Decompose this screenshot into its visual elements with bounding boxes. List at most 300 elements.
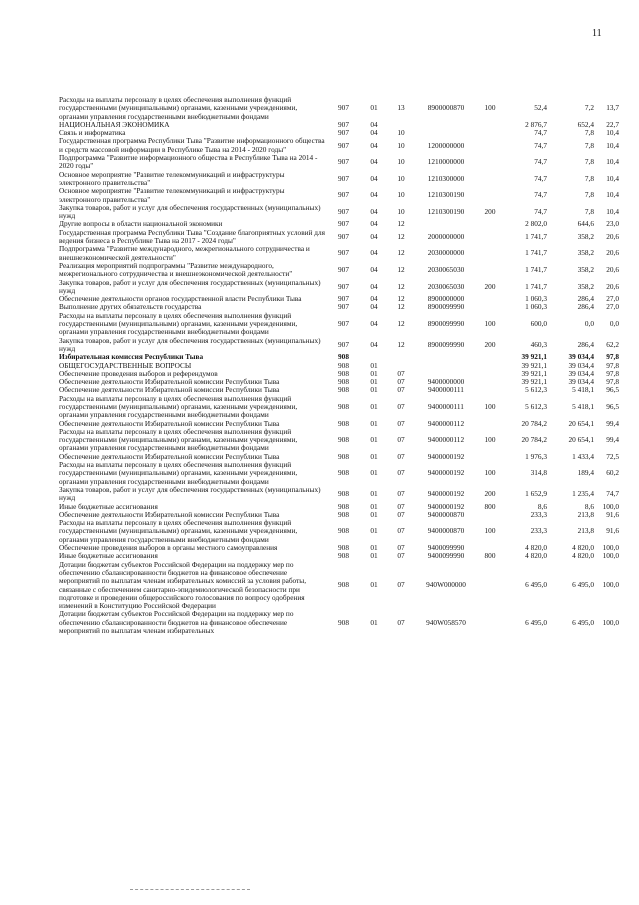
- row-expense-type-code: [478, 262, 502, 279]
- table-row: [59, 337, 619, 354]
- row-executed-amount: 7,8: [584, 207, 594, 216]
- row-target-article-code: 9400000000: [427, 377, 465, 387]
- row-target-article-code: 2030065030: [427, 265, 465, 275]
- row-target-article-code: 9400000192: [427, 468, 465, 478]
- row-executed-amount: 4 820,0: [572, 543, 594, 553]
- row-planned-amount: 6 495,0: [525, 617, 547, 627]
- row-section-code: 04: [370, 248, 378, 258]
- row-planned-amount: 74,7: [534, 207, 547, 216]
- row-execution-percent: 10,4: [606, 207, 619, 216]
- row-ved-code: 908: [338, 385, 349, 395]
- row-planned-amount: 1 060,3: [525, 302, 547, 312]
- row-execution-percent: 91,6: [606, 526, 619, 536]
- row-expense-type-code: 100: [484, 103, 496, 113]
- row-execution-percent: 27,0: [606, 294, 619, 304]
- row-target-article-code: 8900000870: [427, 103, 465, 113]
- row-name: Обеспечение деятельности Избирательной комиссии Республики Тыва: [59, 509, 280, 519]
- row-section-code: 04: [370, 281, 378, 291]
- row-name: Закупка товаров, работ и услуг для обеспечения государственных (муниципальных) нужд: [59, 484, 321, 503]
- row-ved-code: 908: [338, 377, 349, 387]
- row-subsection-code: 07: [397, 368, 405, 378]
- row-ved-code: 908: [338, 418, 349, 428]
- row-subsection-code: 07: [397, 451, 405, 461]
- row-execution-percent: 10,4: [606, 173, 619, 183]
- row-expense-type-code: [478, 370, 502, 378]
- row-execution-percent: 100,0: [602, 617, 619, 627]
- table-row: [59, 245, 619, 262]
- row-planned-amount: 233,3: [530, 509, 547, 519]
- row-section-code: 01: [370, 489, 378, 499]
- row-target-article-code: [414, 121, 478, 129]
- row-name: Дотации бюджетам субъектов Российской Федерации на поддержку мер по обеспечению сбалансированности бюджетов на финансовое обеспечение мероприятий по выплатам членам избирательных комиссий за условия работы, связанные с обеспечением санитарно-эпидемиологической безопасности при подготовке и проведении общероссийского голосования по вопросу одобрения изменений в Конституцию Российской Федерации: [59, 559, 307, 611]
- row-expense-type-code: [478, 121, 502, 129]
- row-subsection-code: 07: [397, 551, 405, 561]
- row-executed-amount: 7,8: [584, 140, 594, 150]
- row-name: Основное мероприятие "Развитие телекоммуникаций и инфраструктуры электронного правительства": [59, 186, 285, 204]
- row-section-code: 01: [370, 368, 378, 378]
- row-section-code: 01: [370, 501, 378, 511]
- row-execution-percent: 100,0: [602, 501, 619, 511]
- row-section-code: 04: [370, 173, 378, 183]
- row-executed-amount: 286,4: [577, 339, 594, 349]
- row-name: Расходы на выплаты персоналу в целях обеспечения выполнения функций государственными (муниципальными) органами, казенными учреждениями, органами управления государственными внебюджетными фондами: [59, 426, 298, 453]
- row-target-article-code: 940W000000: [426, 580, 466, 590]
- row-expense-type-code: [478, 220, 502, 228]
- row-target-article-code: [414, 220, 478, 228]
- row-planned-amount: 460,3: [530, 339, 547, 349]
- row-execution-percent: 97,8: [606, 377, 619, 387]
- table-row: [59, 395, 619, 420]
- row-target-article-code: 8900000000: [427, 294, 465, 304]
- row-section-code: 04: [370, 190, 378, 200]
- row-section-code: 01: [370, 451, 378, 461]
- table-row: [59, 461, 619, 486]
- row-target-article-code: 8900099990: [427, 302, 465, 312]
- row-ved-code: 907: [338, 190, 349, 200]
- row-subsection-code: 12: [397, 248, 405, 258]
- row-executed-amount: 358,2: [577, 248, 594, 258]
- row-execution-percent: 20,6: [606, 265, 619, 275]
- row-subsection-code: 10: [397, 173, 405, 183]
- row-section-code: 04: [370, 265, 378, 275]
- row-executed-amount: 358,2: [577, 265, 594, 275]
- row-execution-percent: 27,0: [606, 302, 619, 312]
- row-expense-type-code: 200: [484, 207, 496, 216]
- row-expense-type-code: [478, 187, 502, 204]
- row-executed-amount: 7,8: [584, 190, 594, 200]
- row-target-article-code: 9400000870: [427, 526, 465, 536]
- row-target-article-code: 9400000111: [428, 401, 464, 411]
- row-section-code: 04: [370, 231, 378, 241]
- row-executed-amount: 5 418,1: [572, 385, 594, 395]
- row-expense-type-code: [478, 154, 502, 171]
- row-ved-code: 907: [338, 119, 349, 129]
- row-execution-percent: 72,5: [606, 451, 619, 461]
- row-ved-code: 907: [338, 103, 349, 113]
- row-subsection-code: 12: [397, 219, 405, 229]
- row-execution-percent: 13,7: [606, 103, 619, 113]
- row-planned-amount: 1 652,9: [525, 489, 547, 499]
- row-expense-type-code: [478, 353, 502, 361]
- row-execution-percent: 100,0: [602, 543, 619, 553]
- row-planned-amount: 74,7: [534, 190, 547, 200]
- table-row: [59, 154, 619, 171]
- row-execution-percent: 91,6: [606, 509, 619, 519]
- row-subsection-code: [388, 353, 414, 361]
- row-expense-type-code: [478, 137, 502, 154]
- row-subsection-code: 10: [397, 140, 405, 150]
- row-ved-code: 907: [338, 128, 349, 138]
- row-target-article-code: 9400000112: [427, 418, 465, 428]
- row-name: Закупка товаров, работ и услуг для обеспечения государственных (муниципальных) нужд: [59, 335, 321, 353]
- row-name: Расходы на выплаты персоналу в целях обеспечения выполнения функций государственными (муниципальными) органами, казенными учреждениями, органами управления государственными внебюджетными фондами: [59, 95, 298, 121]
- row-name: Расходы на выплаты персоналу в целях обеспечения выполнения функций государственными (муниципальными) органами, казенными учреждениями, органами управления государственными внебюджетными фондами: [59, 393, 298, 420]
- row-planned-amount: 6 495,0: [525, 580, 547, 590]
- row-name: Государственная программа Республики Тыва "Развитие информационного общества и средств массовой информации в Республике Тыва на 2014 - 2020 годы": [59, 136, 325, 154]
- row-subsection-code: 12: [397, 339, 405, 349]
- row-ved-code: 907: [338, 231, 349, 241]
- row-name: Обеспечение деятельности Избирательной комиссии Республики Тыва: [59, 377, 280, 387]
- row-target-article-code: [414, 353, 478, 361]
- row-ved-code: 908: [338, 617, 349, 627]
- row-executed-amount: 644,6: [577, 219, 594, 229]
- row-ved-code: 907: [338, 294, 349, 304]
- table-row: [59, 519, 619, 544]
- row-ved-code: 907: [338, 173, 349, 183]
- row-name: Обеспечение деятельности Избирательной комиссии Республики Тыва: [59, 451, 280, 461]
- row-execution-percent: 74,7: [606, 489, 619, 499]
- table-row: [59, 428, 619, 453]
- row-target-article-code: 9400000192: [427, 501, 465, 511]
- row-expense-type-code: [478, 453, 502, 461]
- row-executed-amount: 4 820,0: [572, 551, 594, 561]
- row-executed-amount: 39 034,4: [568, 377, 594, 387]
- row-expense-type-code: [478, 303, 502, 311]
- row-execution-percent: 22,7: [606, 119, 619, 129]
- row-target-article-code: 2000000000: [427, 231, 465, 241]
- row-expense-type-code: 200: [484, 339, 496, 349]
- table-row: [59, 187, 619, 204]
- row-subsection-code: 07: [397, 385, 405, 395]
- row-name: Закупка товаров, работ и услуг для обеспечения государственных (муниципальных) нужд: [59, 202, 321, 221]
- row-subsection-code: 12: [397, 319, 405, 329]
- row-ved-code: 908: [338, 501, 349, 511]
- row-planned-amount: 4 820,0: [525, 543, 547, 553]
- row-target-article-code: 940W058570: [426, 617, 466, 627]
- row-section-code: 01: [370, 580, 378, 590]
- row-subsection-code: 12: [397, 281, 405, 291]
- row-expense-type-code: [478, 420, 502, 428]
- row-ved-code: 907: [338, 302, 349, 312]
- row-section-code: 04: [370, 339, 378, 349]
- row-subsection-code: 10: [397, 157, 405, 167]
- row-planned-amount: 20 784,2: [521, 418, 547, 428]
- row-name: Расходы на выплаты персоналу в целях обеспечения выполнения функций государственными (муниципальными) органами, казенными учреждениями, органами управления государственными внебюджетными фондами: [59, 310, 298, 337]
- table-row: [59, 171, 619, 188]
- row-subsection-code: 12: [397, 231, 405, 241]
- row-execution-percent: 100,0: [602, 551, 619, 561]
- row-name: НАЦИОНАЛЬНАЯ ЭКОНОМИКА: [59, 119, 170, 129]
- row-subsection-code: 07: [397, 401, 405, 411]
- table-row: [59, 561, 619, 611]
- row-subsection-code: 07: [397, 509, 405, 519]
- row-executed-amount: 6 495,0: [572, 617, 594, 627]
- row-expense-type-code: 100: [484, 401, 496, 411]
- row-target-article-code: 9400000192: [427, 451, 465, 461]
- row-expense-type-code: 100: [484, 435, 496, 445]
- row-subsection-code: 07: [397, 543, 405, 553]
- row-expense-type-code: [478, 245, 502, 262]
- row-name: Обеспечение деятельности органов государственной власти Республики Тыва: [59, 294, 302, 304]
- row-ved-code: 907: [338, 207, 349, 216]
- row-ved-code: 908: [338, 401, 349, 411]
- row-execution-percent: 10,4: [606, 157, 619, 167]
- row-execution-percent: 60,2: [606, 468, 619, 478]
- row-section-code: 04: [370, 140, 378, 150]
- row-expense-type-code: 200: [484, 489, 496, 499]
- row-executed-amount: 652,4: [577, 119, 594, 129]
- row-subsection-code: 07: [397, 468, 405, 478]
- row-name: Другие вопросы в области национальной экономики: [59, 219, 223, 229]
- row-section-code: 04: [370, 157, 378, 167]
- row-subsection-code: 13: [397, 103, 405, 113]
- row-executed-amount: 7,2: [584, 103, 594, 113]
- row-executed-amount: 39 034,4: [568, 368, 594, 378]
- row-name: Подпрограмма "Развитие информационного общества в Республике Тыва на 2014 - 2020 годы": [59, 153, 318, 171]
- row-subsection-code: 07: [397, 501, 405, 511]
- row-section-code: 01: [370, 509, 378, 519]
- row-expense-type-code: [478, 511, 502, 519]
- row-execution-percent: 20,6: [606, 248, 619, 258]
- row-name: Реализация мероприятий подпрограммы "Развитие международного, межрегионального сотрудничества и внешнеэкономической деятельности": [59, 260, 293, 279]
- row-planned-amount: 52,4: [534, 103, 547, 113]
- row-expense-type-code: [478, 129, 502, 137]
- row-subsection-code: 12: [397, 294, 405, 304]
- row-planned-amount: 74,7: [534, 157, 547, 167]
- row-ved-code: 908: [338, 526, 349, 536]
- row-name: Обеспечение деятельности Избирательной комиссии Республики Тыва: [59, 385, 280, 395]
- row-name: Иные бюджетные ассигнования: [59, 551, 158, 561]
- row-ved-code: 907: [338, 219, 349, 229]
- table-row: [59, 96, 619, 121]
- row-target-article-code: 1200000000: [427, 140, 465, 150]
- table-row: [59, 262, 619, 279]
- row-subsection-code: 07: [397, 489, 405, 499]
- row-section-code: 01: [370, 360, 378, 370]
- row-name: Обеспечение проведения выборов в органы местного самоуправления: [59, 543, 278, 553]
- row-target-article-code: 9400000111: [428, 385, 464, 395]
- row-expense-type-code: 800: [484, 501, 496, 511]
- row-executed-amount: 213,8: [577, 509, 594, 519]
- row-expense-type-code: 100: [484, 468, 496, 478]
- row-subsection-code: 10: [397, 190, 405, 200]
- row-target-article-code: 8900099990: [427, 319, 465, 329]
- row-execution-percent: 0,0: [609, 319, 619, 329]
- row-name: Выполнение других обязательств государства: [59, 302, 202, 312]
- row-name: Связь и информатика: [59, 128, 126, 138]
- row-executed-amount: 0,0: [584, 319, 594, 329]
- row-ved-code: 908: [338, 435, 349, 445]
- row-planned-amount: 4 820,0: [525, 551, 547, 561]
- row-section-code: 04: [370, 302, 378, 312]
- row-section-code: 01: [370, 385, 378, 395]
- row-target-article-code: [414, 129, 478, 137]
- row-executed-amount: 8,6: [584, 501, 594, 511]
- row-name: Закупка товаров, работ и услуг для обеспечения государственных (муниципальных) нужд: [59, 277, 321, 295]
- row-executed-amount: 39 034,4: [568, 360, 594, 370]
- row-execution-percent: 97,8: [606, 368, 619, 378]
- row-target-article-code: 1210000000: [427, 157, 465, 167]
- row-executed-amount: 358,2: [577, 281, 594, 291]
- row-ved-code: 908: [338, 451, 349, 461]
- row-planned-amount: 233,3: [530, 526, 547, 536]
- row-executed-amount: 5 418,1: [572, 401, 594, 411]
- row-ved-code: 908: [338, 509, 349, 519]
- row-section-code: 01: [370, 435, 378, 445]
- row-planned-amount: 2 876,7: [525, 119, 547, 129]
- row-name: Расходы на выплаты персоналу в целях обеспечения выполнения функций государственными (муниципальными) органами, казенными учреждениями, органами управления государственными внебюджетными фондами: [59, 460, 298, 486]
- row-section-code: 04: [370, 219, 378, 229]
- row-expense-type-code: [478, 171, 502, 188]
- row-target-article-code: 1210300190: [427, 207, 465, 216]
- table-row: [59, 312, 619, 337]
- row-executed-amount: 20 654,1: [568, 435, 594, 445]
- row-executed-amount: 189,4: [577, 468, 594, 478]
- row-section-code: 04: [370, 294, 378, 304]
- row-expense-type-code: 100: [484, 526, 496, 536]
- table-row: [59, 229, 619, 246]
- table-row: [59, 279, 619, 296]
- row-name: Обеспечение проведения выборов и референдумов: [59, 368, 218, 378]
- row-ved-code: 908: [338, 352, 349, 362]
- row-section-code: 04: [370, 119, 378, 129]
- row-planned-amount: 1 741,7: [525, 281, 547, 291]
- row-section-code: 01: [370, 468, 378, 478]
- row-expense-type-code: 800: [484, 551, 496, 561]
- row-execution-percent: 99,4: [606, 435, 619, 445]
- row-target-article-code: 1210300000: [427, 173, 465, 183]
- row-expense-type-code: 200: [484, 281, 496, 291]
- row-name: Основное мероприятие "Развитие телекоммуникаций и инфраструктуры электронного правительства": [59, 169, 285, 187]
- table-row: [59, 204, 619, 221]
- row-executed-amount: 213,8: [577, 526, 594, 536]
- table-row: [59, 137, 619, 154]
- row-executed-amount: 6 495,0: [572, 580, 594, 590]
- row-planned-amount: 74,7: [534, 128, 547, 138]
- row-section-code: 01: [370, 418, 378, 428]
- footer-divider: [130, 889, 250, 890]
- row-ved-code: 908: [338, 368, 349, 378]
- row-execution-percent: 23,0: [606, 219, 619, 229]
- row-execution-percent: 10,4: [606, 190, 619, 200]
- row-target-article-code: 9400099990: [427, 551, 465, 561]
- row-executed-amount: 1 433,4: [572, 451, 594, 461]
- row-ved-code: 907: [338, 339, 349, 349]
- row-ved-code: 907: [338, 140, 349, 150]
- row-execution-percent: 20,6: [606, 281, 619, 291]
- row-subsection-code: 10: [397, 207, 405, 216]
- row-execution-percent: 100,0: [602, 580, 619, 590]
- row-planned-amount: 5 612,3: [525, 401, 547, 411]
- row-name: Подпрограмма "Развитие международного, межрегионального сотрудничества и внешнеэкономической деятельности": [59, 244, 310, 262]
- row-section-code: 01: [370, 526, 378, 536]
- row-planned-amount: 39 921,1: [521, 368, 547, 378]
- row-execution-percent: 96,5: [606, 401, 619, 411]
- table-row: [59, 610, 619, 635]
- row-executed-amount: 7,8: [584, 173, 594, 183]
- row-subsection-code: 07: [397, 617, 405, 627]
- row-planned-amount: 20 784,2: [521, 435, 547, 445]
- row-expense-type-code: [478, 610, 502, 635]
- row-planned-amount: 39 921,1: [521, 377, 547, 387]
- row-target-article-code: 2030000000: [427, 248, 465, 258]
- row-ved-code: 908: [338, 580, 349, 590]
- row-execution-percent: 10,4: [606, 128, 619, 138]
- row-ved-code: 908: [338, 543, 349, 553]
- row-executed-amount: 1 235,4: [572, 489, 594, 499]
- row-execution-percent: 97,8: [606, 352, 619, 362]
- row-section-code: 01: [370, 543, 378, 553]
- row-execution-percent: 10,4: [606, 140, 619, 150]
- row-subsection-code: 07: [397, 580, 405, 590]
- row-execution-percent: 97,8: [606, 360, 619, 370]
- budget-table: [59, 96, 619, 635]
- row-planned-amount: 1 741,7: [525, 265, 547, 275]
- row-subsection-code: 12: [397, 265, 405, 275]
- row-section-code: 01: [370, 617, 378, 627]
- row-target-article-code: 9400000192: [427, 489, 465, 499]
- row-name: Расходы на выплаты персоналу в целях обеспечения выполнения функций государственными (муниципальными) органами, казенными учреждениями, органами управления государственными внебюджетными фондами: [59, 518, 298, 544]
- row-ved-code: 907: [338, 281, 349, 291]
- row-ved-code: 908: [338, 468, 349, 478]
- row-ved-code: 907: [338, 248, 349, 258]
- row-subsection-code: 10: [397, 128, 405, 138]
- row-section-code: 01: [370, 103, 378, 113]
- row-section-code: 01: [370, 551, 378, 561]
- row-name: Дотации бюджетам субъектов Российской Федерации на поддержку мер по обеспечению сбалансированности бюджетов на финансовое обеспечение мероприятий по выплатам членам избирательных: [59, 609, 294, 635]
- row-planned-amount: 74,7: [534, 140, 547, 150]
- row-planned-amount: 1 976,3: [525, 451, 547, 461]
- row-expense-type-code: [478, 229, 502, 246]
- row-planned-amount: 600,0: [530, 319, 547, 329]
- row-subsection-code: 07: [397, 377, 405, 387]
- row-executed-amount: 20 654,1: [568, 418, 594, 428]
- row-ved-code: 908: [338, 360, 349, 370]
- row-planned-amount: 1 060,3: [525, 294, 547, 304]
- row-execution-percent: 99,4: [606, 418, 619, 428]
- row-section-code: 04: [370, 319, 378, 329]
- row-executed-amount: 7,8: [584, 157, 594, 167]
- row-section-code: 01: [370, 401, 378, 411]
- row-planned-amount: 39 921,1: [521, 352, 547, 362]
- row-subsection-code: 07: [397, 435, 405, 445]
- row-ved-code: 907: [338, 157, 349, 167]
- row-ved-code: 908: [338, 551, 349, 561]
- row-target-article-code: 2030065030: [427, 281, 465, 291]
- row-expense-type-code: [478, 295, 502, 303]
- row-target-article-code: 9400000112: [427, 435, 465, 445]
- row-section-code: 04: [370, 207, 378, 216]
- row-ved-code: 907: [338, 265, 349, 275]
- row-planned-amount: 39 921,1: [521, 360, 547, 370]
- row-planned-amount: 1 741,7: [525, 231, 547, 241]
- row-name: Обеспечение деятельности Избирательной комиссии Республики Тыва: [59, 418, 280, 428]
- row-section-code: 04: [370, 128, 378, 138]
- row-target-article-code: 1210300190: [427, 190, 465, 200]
- page-number: 11: [592, 28, 602, 39]
- row-planned-amount: 8,6: [537, 501, 547, 511]
- row-expense-type-code: 100: [484, 319, 496, 329]
